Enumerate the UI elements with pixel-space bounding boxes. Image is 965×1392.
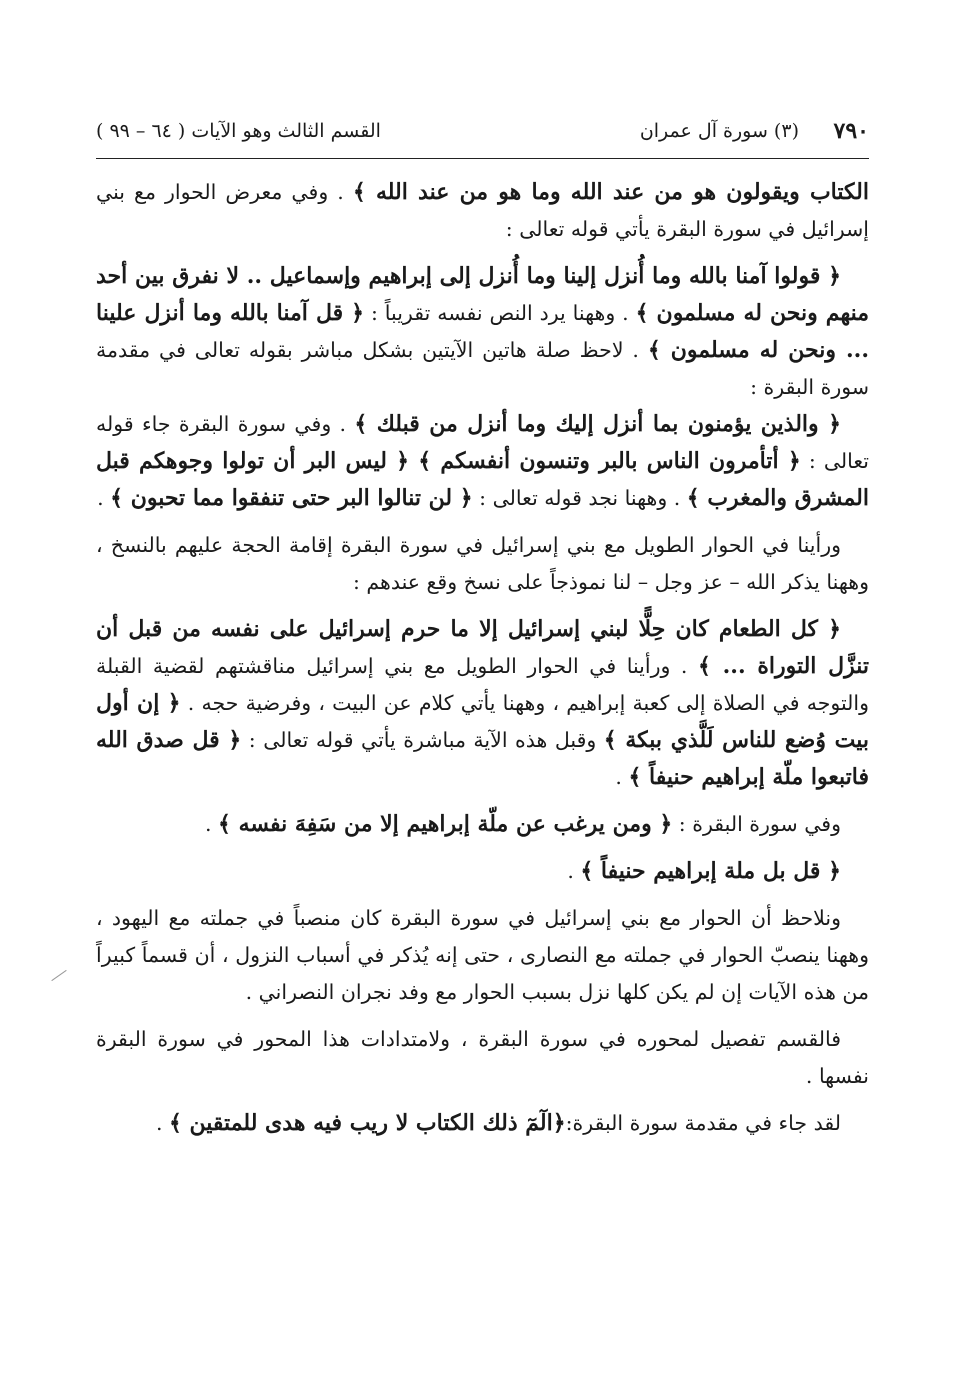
paragraph [96, 611, 869, 796]
text-run: . وفي معرض الحوار مع بني إسرائيل في سورة البقرة يأتي قوله تعالى : [96, 180, 869, 241]
verse-quote: ﴿ قل صدق الله فاتبعوا ملّة إبراهيم حنيفاً ﴾ [96, 727, 869, 790]
verse-quote: ﴿الٓمٓ ذلك الكتاب لا ريب فيه هدى للمتقين ﴾ [168, 1110, 566, 1136]
verse-quote: ﴿ قل آمنا بالله وما أنزل علينا ... ونحن له مسلمون ﴾ [96, 300, 869, 363]
text-run: وقبل هذه الآية مباشرة يأتي قوله تعالى : [241, 728, 604, 752]
scan-mark [51, 970, 66, 981]
paragraph [96, 174, 869, 248]
text-run: . [615, 765, 629, 789]
verse-quote: الكتاب ويقولون هو من عند الله وما هو من عند الله ﴾ [352, 179, 869, 205]
text-run: ورأينا في الحوار الطويل مع بني إسرائيل في سورة البقرة إقامة الحجة عليهم بالنسخ ، وههنا يذكر الله – عز وجل – لنا نموذجاً على نسخ وقع عندهم : [96, 533, 869, 594]
text-run: فالقسم تفصيل لمحوره في سورة البقرة ، ولامتدادات هذا المحور في سورة البقرة نفسها . [96, 1027, 869, 1088]
text-run: . لاحظ صلة هاتين الآيتين بشكل مباشر بقوله تعالى في مقدمة سورة البقرة : [96, 338, 869, 399]
paragraph [96, 527, 869, 601]
text-run: ونلاحظ أن الحوار مع بني إسرائيل في سورة البقرة كان منصباً في جملته مع اليهود ، وههنا ينصبّ الحوار في جملته مع النصارى ، حتى إنه يُذكر في أسباب النزول ، أن قسماً كبيراً من هذه الآيات إن لم يكن كلها نزل بسبب الحوار مع وفد نجران النصراني . [96, 906, 869, 1004]
verse-quote: ﴿ ومن يرغب عن ملّة إبراهيم إلا من سَفِهَ نفسه ﴾ [218, 811, 673, 837]
verse-quote: ﴿ إن أول بيت وُضع للناس لَلَّذي ببكة ﴾ [96, 690, 870, 753]
verse-quote: ﴿ والذين يؤمنون بما أنزل إليك وما أنزل من قبلك ﴾ [354, 411, 841, 437]
verse-quote: ﴿ لن تنالوا البر حتى تنفقوا مما تحبون ﴾ [110, 485, 473, 511]
paragraph [96, 853, 869, 890]
paragraph [96, 1021, 869, 1095]
text-run: وفي سورة البقرة : [672, 812, 841, 836]
body-text [96, 174, 869, 1142]
verse-quote: ﴿ أتأمرون الناس بالبر وتنسون أنفسكم ﴾ ﴿ ليس البر أن تولوا وجوهكم قبل المشرق والمغرب ﴾ [96, 448, 869, 511]
text-run: . [155, 1111, 169, 1135]
text-run: . وههنا يرد النص نفسه تقريباً : [364, 301, 636, 325]
page-number: ٧٩٠ [833, 118, 869, 144]
surah-title: (٣) سورة آل عمران [639, 120, 799, 142]
text-run: . [567, 859, 581, 883]
paragraph [96, 406, 869, 517]
text-run: . ورأينا في الحوار الطويل مع بني إسرائيل مناقشتهم لقضية القبلة والتوجه في الصلاة إلى كعبة إبراهيم ، وههنا يأتي كلام عن البيت ، وفرضية حجه . [96, 654, 869, 715]
header-divider [96, 158, 869, 159]
section-title: القسم الثالث وهو الآيات ( ٦٤ – ٩٩ ) [96, 120, 381, 142]
paragraph [96, 806, 869, 843]
text-run: . وههنا نجد قوله تعالى : [472, 486, 687, 510]
verse-quote: ﴿ قولوا آمنا بالله وما أُنزل إلينا وما أُنزل إلى إبراهيم وإسماعيل .. لا نفرق بين أحد منهم ونحن له مسلمون ﴾ [96, 263, 870, 326]
text-run: . [97, 486, 111, 510]
verse-quote: ﴿ كل الطعام كان حِلًّا لبني إسرائيل إلا ما حرم إسرائيل على نفسه من قبل أن تنزَّل التوراة ... ﴾ [96, 616, 870, 679]
paragraph [96, 900, 869, 1011]
running-header [96, 112, 869, 156]
text-run: . وفي سورة البقرة جاء قوله تعالى : [96, 412, 869, 473]
verse-quote: ﴿ قل بل ملة إبراهيم حنيفاً ﴾ [580, 858, 841, 884]
paragraph [96, 258, 869, 406]
text-run: لقد جاء في مقدمة سورة البقرة: [565, 1111, 841, 1135]
paragraph [96, 1105, 869, 1142]
text-run: . [205, 812, 219, 836]
